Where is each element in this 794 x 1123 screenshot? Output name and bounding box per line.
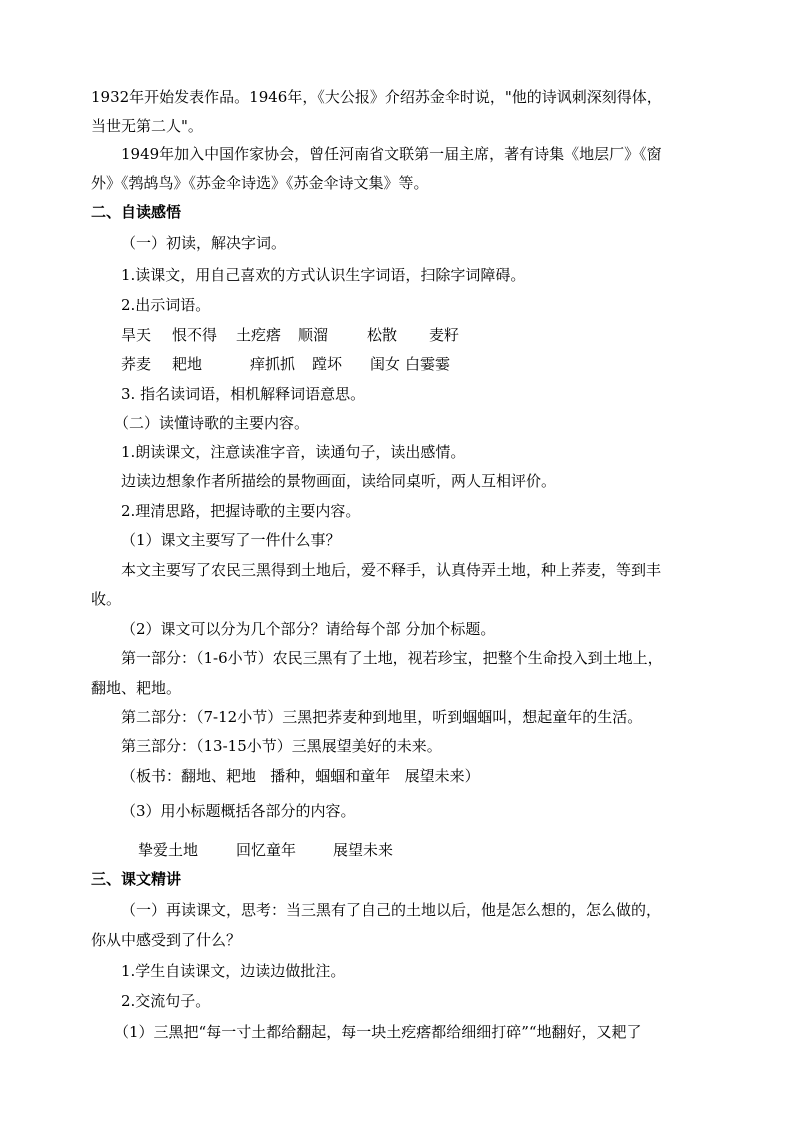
section2-sub1: （一）初读，解决字词。 bbox=[121, 234, 287, 252]
section3-item3: （1）三黑把“每一寸土都给翻起，每一块土疙瘩都给细细打碎”“地翻好，又耙了 bbox=[114, 1023, 642, 1041]
question-2: （2）课文可以分为几个部分？请给每个部 分加个标题。 bbox=[121, 620, 496, 638]
section2-item1: 1.读课文，用自己喜欢的方式认识生字词语，扫除字词障碍。 bbox=[121, 266, 526, 284]
section3-sub1-line1: （一）再读课文，思考：当三黑有了自己的土地以后，他是怎么想的，怎么做的， bbox=[121, 901, 662, 919]
vocab-word: 耙地 bbox=[172, 355, 203, 373]
subtitle-row bbox=[0, 839, 794, 861]
question-3: （3）用小标题概括各部分的内容。 bbox=[121, 802, 356, 820]
subtitle: 回忆童年 bbox=[236, 841, 297, 859]
intro-p1-line1: 1932年开始发表作品。1946年，《大公报》介绍苏金伞时说，"他的诗讽刺深刻得体， bbox=[91, 88, 662, 106]
section2-s2-item1: 1.朗读课文，注意读准字音，读通句子，读出感情。 bbox=[121, 443, 466, 461]
vocab-word: 顺溜 bbox=[298, 326, 329, 344]
subtitle: 挚爱土地 bbox=[138, 841, 199, 859]
vocab-word: 荞麦 bbox=[121, 355, 152, 373]
vocab-word: 旱天 bbox=[121, 326, 152, 344]
part-1-line2: 翻地、耙地。 bbox=[91, 679, 182, 697]
vocab-word: 麦籽 bbox=[429, 326, 460, 344]
intro-p2-line2: 外》《鹁鸪鸟》《苏金伞诗选》《苏金伞诗文集》等。 bbox=[91, 174, 429, 192]
part-1-line1: 第一部分：（1-6小节）农民三黑有了土地，视若珍宝，把整个生命投入到土地上， bbox=[121, 649, 663, 667]
board-note: （板书：翻地、耙地 播种，蝈蝈和童年 展望未来） bbox=[121, 767, 480, 785]
section3-sub1-line2: 你从中感受到了什么？ bbox=[91, 931, 242, 949]
vocab-word: 蹚坏 bbox=[312, 355, 343, 373]
section3-item2: 2.交流句子。 bbox=[121, 992, 211, 1010]
answer-1-line1: 本文主要写了农民三黑得到土地后，爱不释手，认真侍弄土地，种上荞麦，等到丰 bbox=[121, 561, 662, 579]
vocab-word: 恨不得 bbox=[172, 326, 218, 344]
intro-p1-line2: 当世无第二人"。 bbox=[91, 117, 203, 135]
part-3: 第三部分：（13-15小节）三黑展望美好的未来。 bbox=[121, 737, 442, 755]
question-1: （1）课文主要写了一件什么事？ bbox=[121, 531, 341, 549]
vocab-word: 白霎霎 bbox=[405, 355, 451, 373]
vocab-row-2 bbox=[0, 353, 794, 375]
intro-p2-line1: 1949年加入中国作家协会，曾任河南省文联第一届主席，著有诗集《地层厂》《窗 bbox=[121, 145, 662, 163]
vocab-word: 闺女 bbox=[370, 355, 401, 373]
section2-item2: 2.出示词语。 bbox=[121, 296, 211, 314]
section2-item3: 3. 指名读词语，相机解释词语意思。 bbox=[121, 385, 366, 403]
section2-heading: 二、自读感悟 bbox=[91, 203, 182, 221]
vocab-word: 松散 bbox=[367, 326, 398, 344]
part-2: 第二部分：（7-12小节）三黑把荞麦种到地里，听到蝈蝈叫，想起童年的生活。 bbox=[121, 708, 643, 726]
subtitle: 展望未来 bbox=[333, 841, 394, 859]
section2-sub2: （二）读懂诗歌的主要内容。 bbox=[114, 414, 310, 432]
section2-s2-note: 边读边想象作者所描绘的景物画面，读给同桌听，两人互相评价。 bbox=[121, 472, 557, 490]
answer-1-line2: 收。 bbox=[91, 590, 122, 608]
section2-s2-item2: 2.理清思路，把握诗歌的主要内容。 bbox=[121, 502, 361, 520]
vocab-row-1 bbox=[0, 324, 794, 346]
section3-heading: 三、课文精讲 bbox=[91, 870, 182, 888]
vocab-word: 痒抓抓 bbox=[250, 355, 296, 373]
section3-item1: 1.学生自读课文，边读边做批注。 bbox=[121, 962, 346, 980]
vocab-word: 土疙瘩 bbox=[236, 326, 282, 344]
